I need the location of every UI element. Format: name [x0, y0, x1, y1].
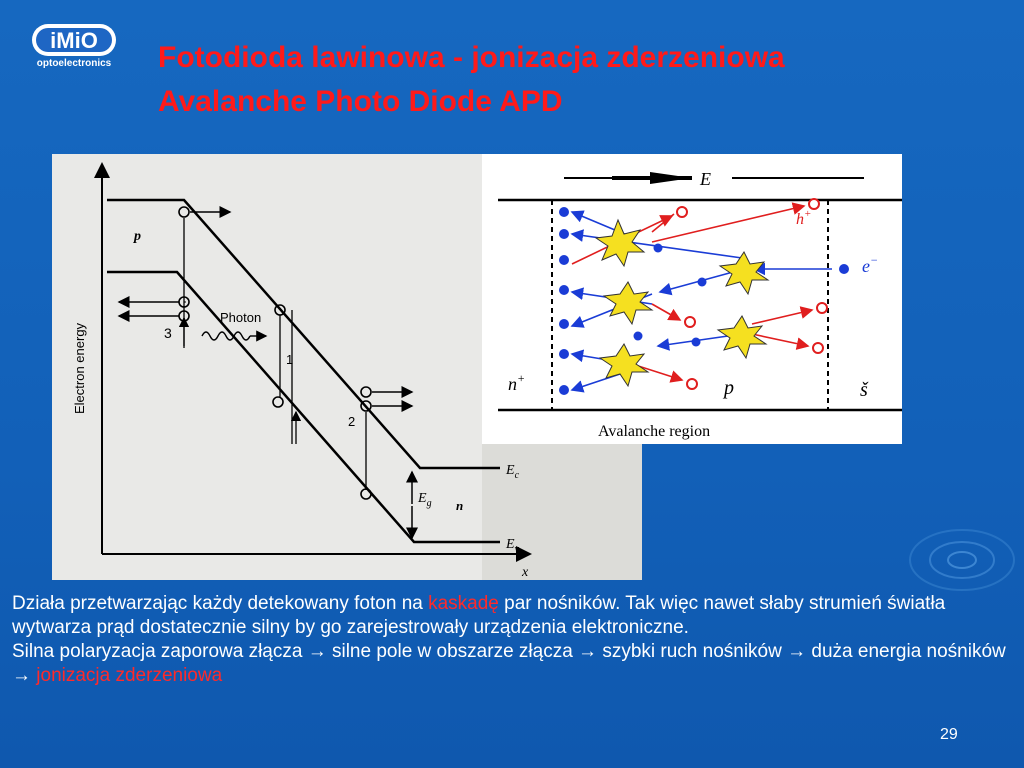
logo-mark: iMiO [50, 28, 98, 53]
hole-label: h [796, 211, 804, 228]
hole-sup: + [804, 208, 812, 220]
p-region-label: p [134, 229, 141, 244]
water-ripple-decoration [900, 500, 1024, 620]
electron-sup: − [870, 253, 879, 267]
marker-1: 1 [286, 352, 294, 367]
desc-line2-pre: Silna polaryzacja zaporowa złącza → silne pole w obszarze złącza → szybki ruch nośników → duża energia nośników → [12, 641, 1006, 686]
avalanche-caption: Avalanche region [598, 423, 711, 440]
description-paragraph-1 [12, 592, 1017, 640]
logo-caption: optoelectronics [36, 58, 112, 69]
y-axis-label: Electron energy [72, 322, 87, 414]
desc-line1-pre: Działa przetwarzając każdy detekowany foton na [12, 593, 429, 614]
avalanche-diagram [482, 154, 902, 444]
ec-sub: c [514, 470, 520, 481]
n-plus-sup: + [517, 371, 526, 385]
x-axis-label: x [522, 565, 529, 580]
eg-label: E [418, 491, 427, 506]
description [12, 592, 1017, 688]
s-caron-label: š [860, 379, 868, 401]
ec-label: E [506, 463, 515, 478]
electron-label: e [862, 256, 870, 276]
desc-line1-highlight: kaskadę [428, 593, 499, 614]
ev-label: E [506, 537, 515, 552]
field-label: E [700, 169, 711, 189]
n-plus-label: n [508, 374, 517, 394]
marker-2: 2 [348, 414, 356, 429]
title-polish: Fotodioda lawinowa - jonizacja zderzeniowa [158, 41, 785, 74]
slide-title [158, 36, 785, 124]
desc-line1-post: par nośników. Tak więc nawet słaby strumień światła wytwarza prąd dostatecznie silny by go zarejestrowały urządzenia elektroniczne. [12, 593, 946, 638]
eg-sub: g [426, 498, 432, 509]
title-english: Avalanche Photo Diode APD [158, 85, 563, 118]
desc-line2-highlight: jonizacja zderzeniowa [36, 665, 223, 686]
n-region-label: n [456, 498, 464, 513]
photon-label: Photon [220, 310, 262, 325]
description-paragraph-2 [12, 640, 1017, 688]
marker-3: 3 [164, 325, 172, 341]
page-number: 29 [940, 726, 958, 743]
ev-sub: v [514, 544, 520, 555]
p-label: p [724, 377, 734, 399]
apd-figure [52, 154, 902, 580]
